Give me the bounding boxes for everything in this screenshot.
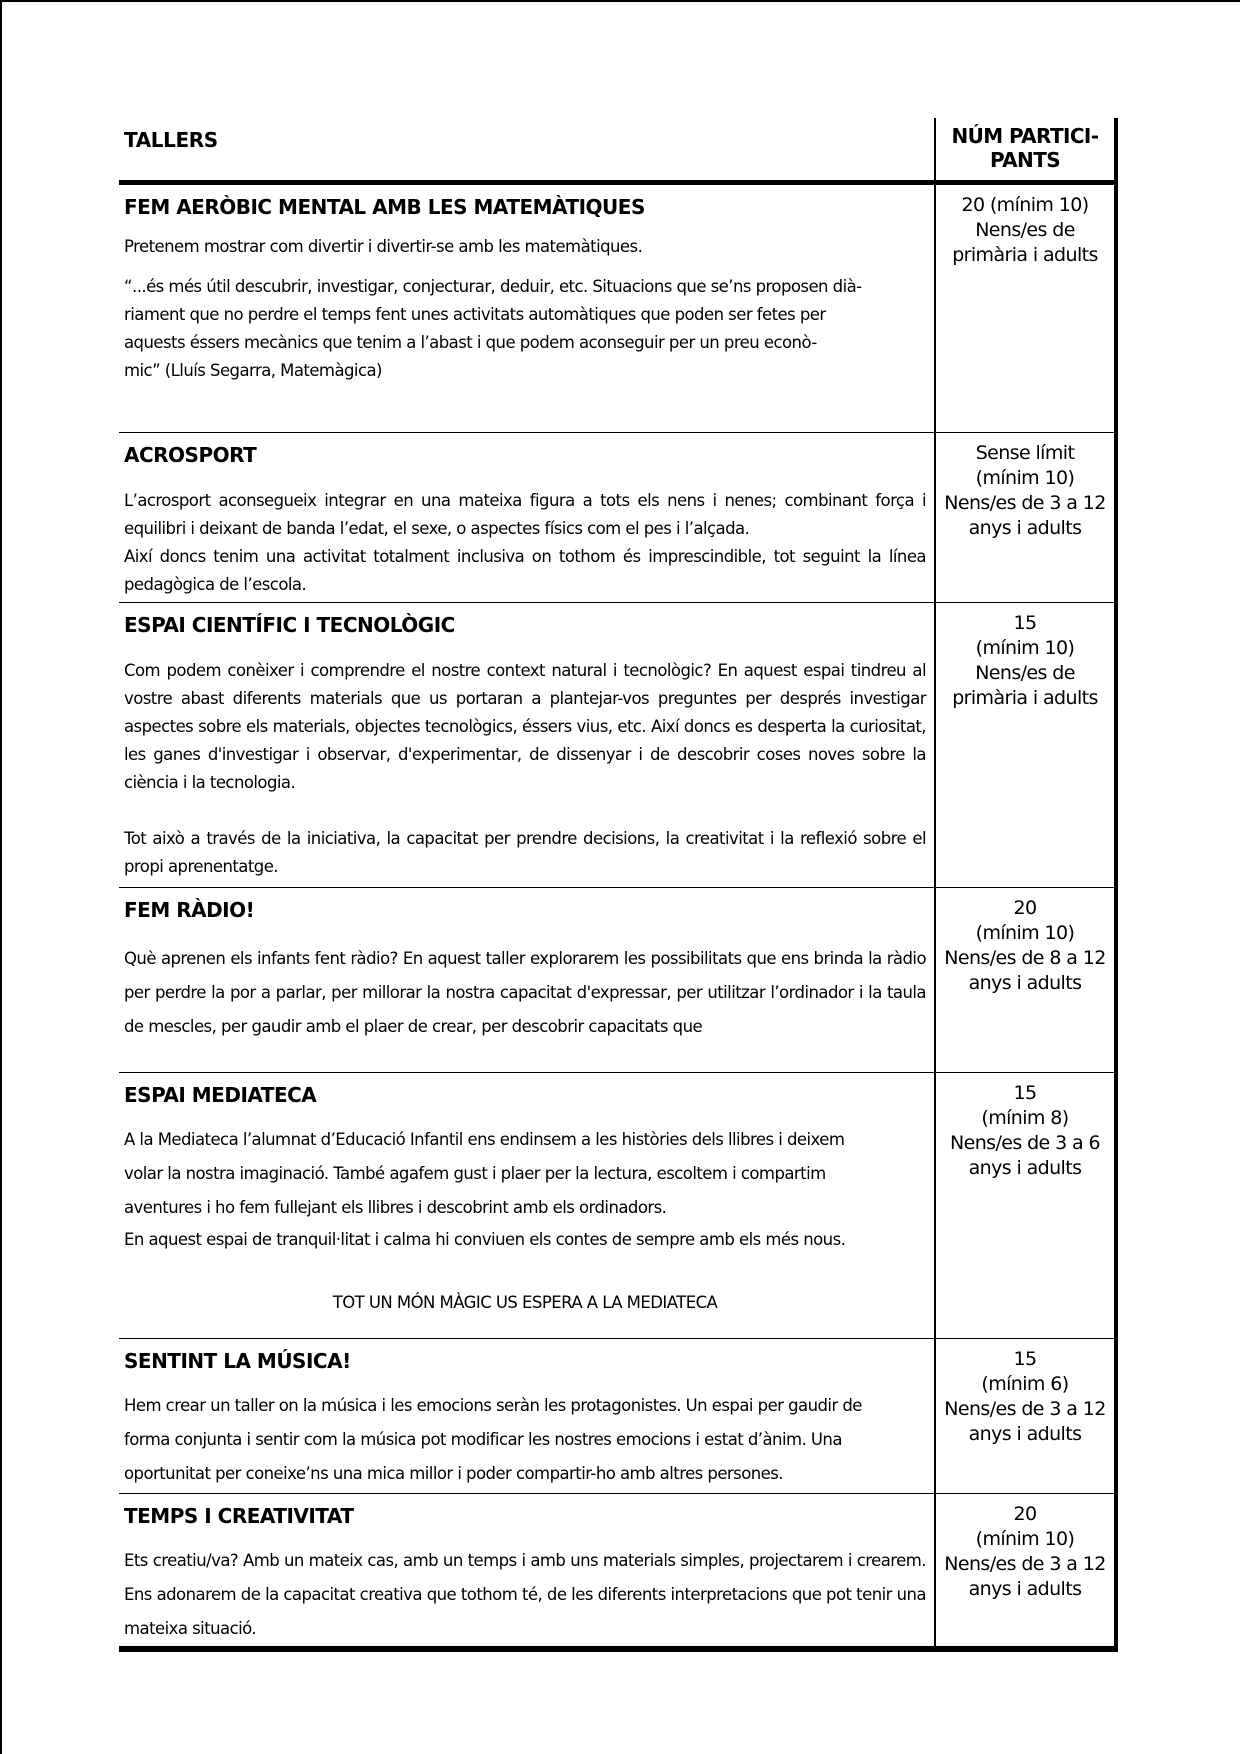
workshop-description: Ets creatiu/va? Amb un mateix cas, amb un temps i amb uns materials simples, projectarem i crearem. Ens adonarem de la capacitat creativa que tothom té, de les diferents interpretacions que pot tenir una mateixa situació. [124, 1551, 926, 1638]
workshop-cell [119, 603, 934, 887]
participants-line: Nens/es de 3 a 6 [950, 1132, 1100, 1154]
participants-line: primària i adults [952, 687, 1098, 709]
workshop-description: Pretenem mostrar com divertir i divertir-se amb les matemàtiques. [124, 237, 643, 256]
workshop-cell [119, 1339, 934, 1493]
description-line: aventures i ho fem fullejant els llibres i descobrint amb els ordinadors. [124, 1198, 667, 1217]
participants-cell [934, 1494, 1118, 1646]
table-row [119, 1494, 1118, 1652]
description-line: volar la nostra imaginació. També agafem gust i plaer per la lectura, escoltem i compartim [124, 1164, 826, 1183]
page-border-left [0, 0, 2, 1754]
workshop-cell [119, 888, 934, 1072]
participants-cell [934, 1073, 1118, 1338]
header-tallers: TALLERS [124, 128, 218, 152]
participants-line: primària i adults [952, 244, 1098, 266]
participants-cell [934, 185, 1118, 432]
page-border-top [0, 0, 1240, 2]
participants-line: anys i adults [968, 1157, 1082, 1179]
workshop-title: TEMPS I CREATIVITAT [124, 1504, 354, 1528]
workshop-description: Com podem conèixer i comprendre el nostre context natural i tecnològic? En aquest espai tindreu al vostre abast diferents materials que us portaran a plantejar-vos preguntes per després investigar aspectes sobre els materials, objectes tecnològics, éssers vius, etc. Així doncs es desperta la curiositat, les ganes d'investigar i observar, d'experimentar, de dissenyar i de descobrir coses noves sobre la ciència i la tecnologia. [124, 661, 926, 792]
table-row [119, 1339, 1118, 1494]
workshop-title: FEM RÀDIO! [124, 898, 255, 922]
workshop-description [124, 1123, 926, 1255]
description-line: oportunitat per coneixe’ns una mica millor i poder compartir-ho amb altres persones. [124, 1464, 784, 1483]
table-row [119, 1073, 1118, 1339]
participants-line: anys i adults [968, 1578, 1082, 1600]
description-line: A la Mediateca l’alumnat d’Educació Infantil ens endinsem a les històries dels llibres i deixem [124, 1130, 845, 1149]
participants-cell [934, 433, 1118, 602]
participants-line: Nens/es de 3 a 12 [944, 1398, 1106, 1420]
workshop-cell [119, 185, 934, 432]
participants-line: 15 [1013, 1348, 1037, 1370]
workshop-title: ESPAI CIENTÍFIC I TECNOLÒGIC [124, 613, 455, 637]
workshop-cell [119, 433, 934, 602]
participants-line: Nens/es de [975, 662, 1075, 684]
participants-line: (mínim 10) [975, 1528, 1075, 1550]
workshop-description: Tot això a través de la iniciativa, la capacitat per prendre decisions, la creativitat i la reflexió sobre el propi aprenentatge. [124, 829, 926, 876]
workshop-description: L’acrosport aconsegueix integrar en una mateixa figura a tots els nens i nenes; combinant força i equilibri i deixant de banda l’edat, el sexe, o aspectes físics com el pes i l’alçada. [124, 491, 926, 538]
participants-line: (mínim 6) [981, 1373, 1069, 1395]
workshop-description [124, 1389, 926, 1491]
participants-line: (mínim 10) [975, 922, 1075, 944]
quote-line: “...és més útil descubrir, investigar, conjecturar, deduir, etc. Situacions que se’ns proposen dià- [124, 277, 862, 296]
participants-line: 20 [1013, 1503, 1037, 1525]
workshop-title: ACROSPORT [124, 443, 257, 467]
workshop-cell [119, 1494, 934, 1646]
workshop-cell [119, 1073, 934, 1338]
participants-line: (mínim 10) [975, 467, 1075, 489]
participants-cell [934, 888, 1118, 1072]
participants-line: anys i adults [968, 1423, 1082, 1445]
header-participants-line1: NÚM PARTICI- [951, 124, 1099, 148]
mediateca-slogan: TOT UN MÓN MÀGIC US ESPERA A LA MEDIATECA [332, 1293, 718, 1312]
header-participants [934, 118, 1118, 180]
participants-line: 15 [1013, 612, 1037, 634]
participants-line: anys i adults [968, 972, 1082, 994]
workshops-table [119, 118, 1118, 1652]
quote-line: riament que no perdre el temps fent unes activitats automàtiques que poden ser fetes per [124, 305, 826, 324]
participants-line: Sense límit [975, 442, 1075, 464]
table-header [119, 118, 1118, 185]
participants-line: Nens/es de 3 a 12 [944, 492, 1106, 514]
workshop-title: SENTINT LA MÚSICA! [124, 1349, 351, 1373]
participants-line: Nens/es de 8 a 12 [944, 947, 1106, 969]
description-line: En aquest espai de tranquil·litat i calma hi conviuen els contes de sempre amb els més nous. [124, 1230, 846, 1249]
workshop-title: ESPAI MEDIATECA [124, 1083, 317, 1107]
participants-line: 15 [1013, 1082, 1037, 1104]
description-line: forma conjunta i sentir com la música pot modificar les nostres emocions i estat d’ànim. Una [124, 1430, 842, 1449]
participants-line: (mínim 8) [981, 1107, 1069, 1129]
workshop-description: Què aprenen els infants fent ràdio? En aquest taller explorarem les possibilitats que ens brinda la ràdio per perdre la por a parlar, per millorar la nostra capacitat d'expressar, per utilitzar l’ordinador i la taula de mescles, per gaudir amb el plaer de crear, per descobrir capacitats que [124, 949, 926, 1036]
participants-line: anys i adults [968, 517, 1082, 539]
participants-cell [934, 603, 1118, 887]
table-row [119, 433, 1118, 603]
participants-line: 20 (mínim 10) [961, 194, 1089, 216]
participants-line: Nens/es de [975, 219, 1075, 241]
participants-cell [934, 1339, 1118, 1493]
table-row [119, 603, 1118, 888]
workshop-description: Així doncs tenim una activitat totalment inclusiva on tothom és imprescindible, tot seguint la línea pedagògica de l’escola. [124, 547, 926, 594]
workshop-quote [124, 273, 926, 385]
quote-line: mic” (Lluís Segarra, Matemàgica) [124, 361, 382, 380]
participants-line: (mínim 10) [975, 637, 1075, 659]
participants-line: Nens/es de 3 a 12 [944, 1553, 1106, 1575]
header-participants-line2: PANTS [989, 148, 1061, 172]
participants-line: 20 [1013, 897, 1037, 919]
table-row [119, 185, 1118, 433]
table-row [119, 888, 1118, 1073]
description-line: Hem crear un taller on la música i les emocions seràn les protagonistes. Un espai per gaudir de [124, 1396, 862, 1415]
workshop-title: FEM AERÒBIC MENTAL AMB LES MATEMÀTIQUES [124, 195, 645, 219]
quote-line: aquests éssers mecànics que tenim a l’abast i que podem aconseguir per un preu econò- [124, 333, 817, 352]
